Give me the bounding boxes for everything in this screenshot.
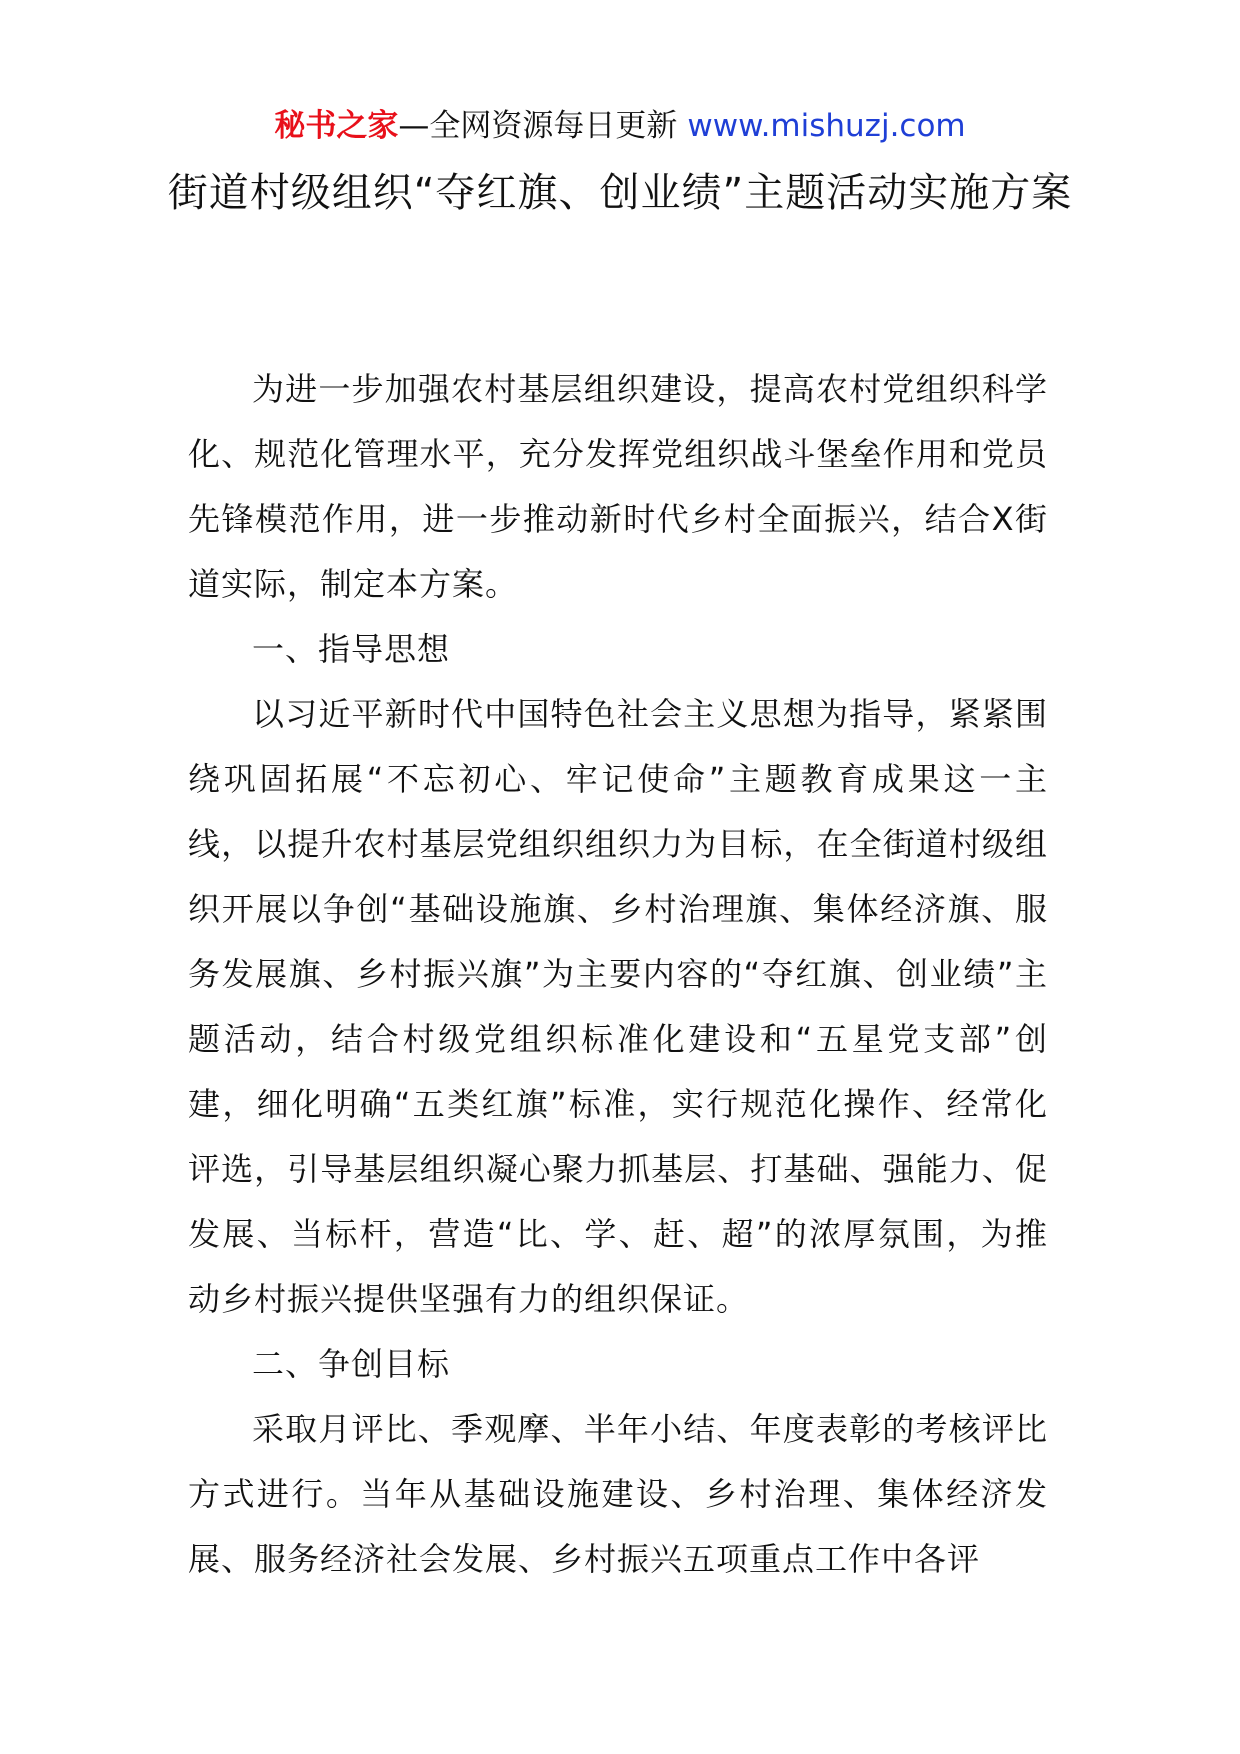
site-tagline: —全网资源每日更新: [398, 108, 678, 144]
section-heading-goals: 二、争创目标: [252, 1345, 451, 1383]
goals-paragraph: 采取月评比、季观摩、半年小结、年度表彰的考核评比方式进行。当年从基础设施建设、乡村治理、集体经济发展、服务经济社会发展、乡村振兴五项重点工作中各评: [188, 1410, 1048, 1578]
section-heading-guiding-ideology: 一、指导思想: [252, 630, 451, 668]
guiding-ideology-paragraph: 以习近平新时代中国特色社会主义思想为指导，紧紧围绕巩固拓展“不忘初心、牢记使命”主题教育成果这一主线，以提升农村基层党组织组织力为目标，在全街道村级组织开展以争创“基础设施旗、乡村治理旗、集体经济旗、服务发展旗、乡村振兴旗”为主要内容的“夺红旗、创业绩”主题活动，结合村级党组织标准化建设和“五星党支部”创建，细化明确“五类红旗”标准，实行规范化操作、经常化评选，引导基层组织凝心聚力抓基层、打基础、强能力、促发展、当标杆，营造“比、学、赶、超”的浓厚氛围，为推动乡村振兴提供坚强有力的组织保证。: [188, 695, 1048, 1318]
document-body: [188, 357, 1048, 1592]
site-header: [0, 104, 1240, 148]
site-url-link[interactable]: www.mishuzj.com: [687, 108, 966, 144]
site-brand: 秘书之家: [274, 108, 399, 144]
document-title: 街道村级组织“夺红旗、创业绩”主题活动实施方案: [167, 170, 1073, 216]
intro-paragraph: 为进一步加强农村基层组织建设，提高农村党组织科学化、规范化管理水平，充分发挥党组织战斗堡垒作用和党员先锋模范作用，进一步推动新时代乡村全面振兴，结合X街道实际，制定本方案。: [188, 370, 1048, 603]
